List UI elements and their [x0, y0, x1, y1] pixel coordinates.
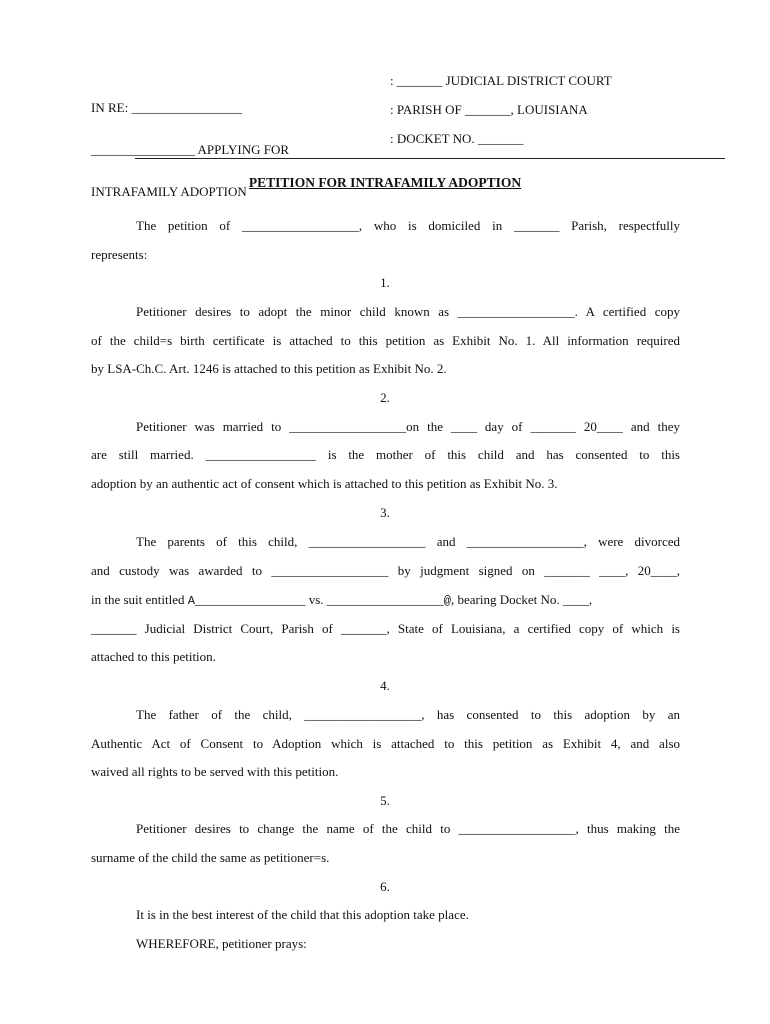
section-1-line-3: by LSA-Ch.C. Art. 1246 is attached to this petition as Exhibit No. 2. — [91, 361, 447, 376]
suit-entitled-text: in the suit entitled — [91, 592, 188, 607]
section-1-line-1: Petitioner desires to adopt the minor child known as __________________. A certified copy — [136, 304, 680, 319]
intro-line-2: represents: — [91, 247, 148, 262]
in-re-line: IN RE: _________________ — [91, 100, 242, 115]
section-1-line-2: of the child=s birth certificate is attached to this petition as Exhibit No. 1. All information required — [91, 333, 680, 348]
section-5-line-2: surname of the child the same as petitioner=s. — [91, 850, 330, 865]
section-4-line-1: The father of the child, __________________, has consented to this adoption by an — [136, 707, 680, 722]
court-line: : _______ JUDICIAL DISTRICT COURT — [390, 73, 612, 88]
applying-for-line: ________________ APPLYING FOR — [91, 142, 290, 157]
section-4-line-2: Authentic Act of Consent to Adoption which is attached to this petition as Exhibit 4, and also — [91, 736, 680, 751]
section-3-line-5: attached to this petition. — [91, 649, 216, 664]
intro-line-1: The petition of __________________, who is domiciled in _______ Parish, respectfully — [136, 218, 680, 233]
section-number-5: 5. — [380, 793, 390, 808]
section-number-3: 3. — [380, 505, 390, 520]
section-3-line-1: The parents of this child, __________________ and __________________, were divorced — [136, 534, 680, 549]
section-2-line-3: adoption by an authentic act of consent which is attached to this petition as Exhibit No. 3. — [91, 476, 558, 491]
open-quote-glyph: A — [187, 594, 195, 608]
wherefore-line: WHEREFORE, petitioner prays: — [136, 936, 307, 951]
section-6-line-1: It is in the best interest of the child that this adoption take place. — [136, 907, 469, 922]
section-3-line-2: and custody was awarded to __________________ by judgment signed on _______ ____, 20____, — [91, 563, 680, 578]
section-number-4: 4. — [380, 678, 390, 693]
intrafamily-adoption-line: INTRAFAMILY ADOPTION — [91, 184, 247, 199]
section-2-line-1: Petitioner was married to __________________on the ____ day of _______ 20____ and they — [136, 419, 680, 434]
section-number-6: 6. — [380, 879, 390, 894]
suit-parties-text: _________________ vs. __________________ — [194, 592, 444, 607]
document-title: PETITION FOR INTRAFAMILY ADOPTION — [248, 175, 522, 190]
close-quote-glyph: @ — [443, 594, 451, 608]
docket-line: : DOCKET NO. _______ — [390, 131, 524, 146]
docket-no-text: , bearing Docket No. ____, — [450, 592, 593, 607]
section-3-line-4: _______ Judicial District Court, Parish of _______, State of Louisiana, a certified copy of which is — [91, 621, 680, 636]
section-number-2: 2. — [380, 390, 390, 405]
parish-line: : PARISH OF _______, LOUISIANA — [390, 102, 588, 117]
caption-left — [91, 73, 289, 227]
section-5-line-1: Petitioner desires to change the name of the child to __________________, thus making the — [136, 821, 680, 836]
section-2-line-2: are still married. _________________ is the mother of this child and has consented to this — [91, 447, 680, 462]
section-4-line-3: waived all rights to be served with this petition. — [91, 764, 339, 779]
caption-divider — [135, 158, 725, 159]
section-number-1: 1. — [380, 275, 390, 290]
section-3-line-3 — [91, 592, 680, 608]
